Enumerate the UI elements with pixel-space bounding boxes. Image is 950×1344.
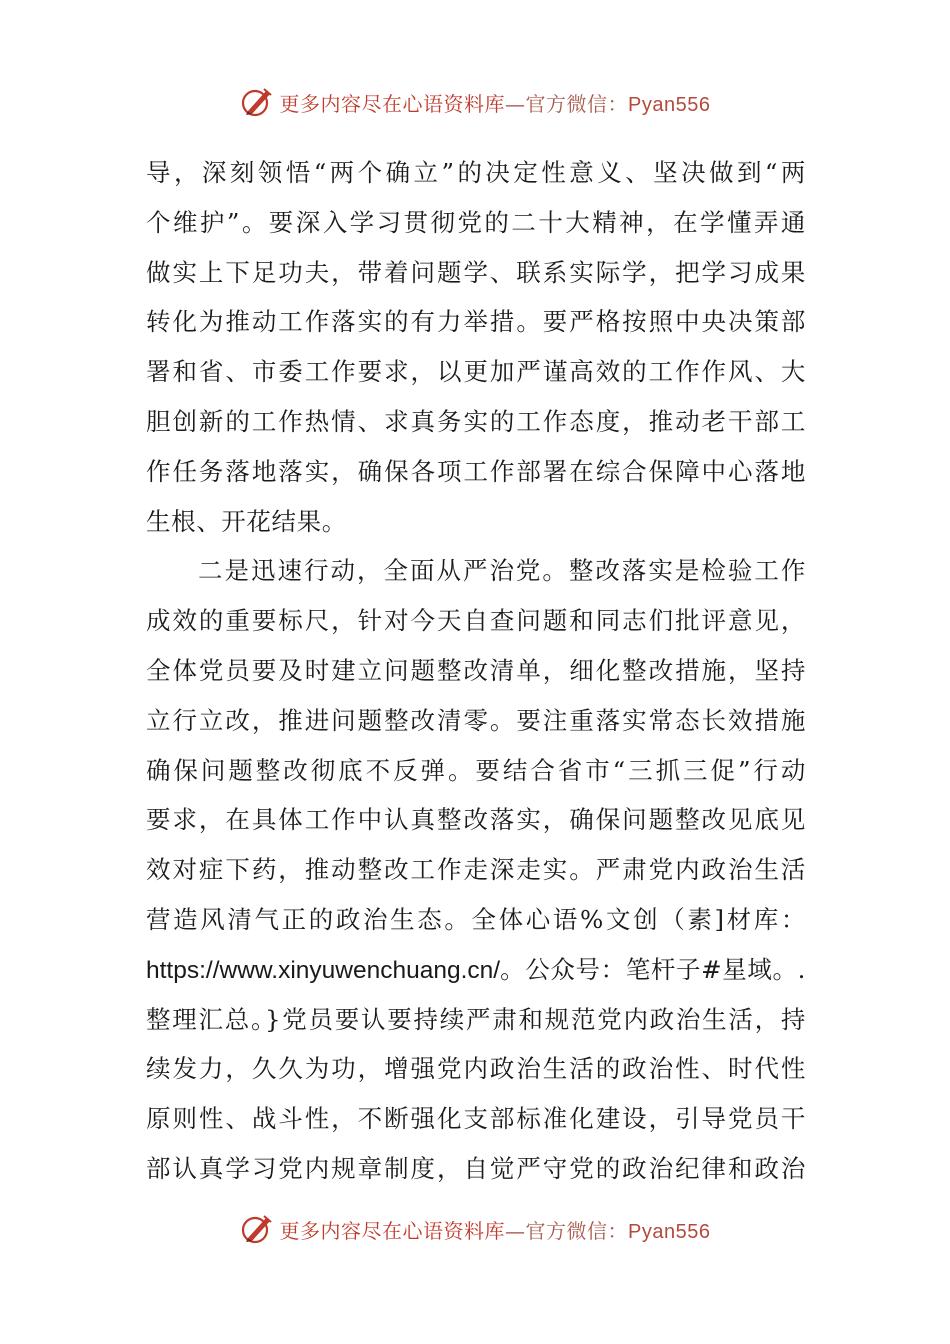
text-line: 胆创新的工作热情、求真务实的工作态度，推动老干部工 [146,406,806,436]
text-line: 效对症下药，推动整改工作走深走实。严肃党内政治生活 [146,855,806,885]
header-banner [0,82,950,122]
header-banner-text [280,88,711,117]
header-banner-main: 更多内容尽在心语资料库 [279,91,506,116]
pen-logo-icon [240,1212,274,1246]
text-line: 整理汇总。}党员要认要持续严肃和规范党内政治生活，持 [146,1004,806,1034]
text-line: 立行立改，推进问题整改清零。要注重落实常态长效措施 [146,705,806,735]
pen-logo-icon [240,85,274,119]
text-line: 要求，在具体工作中认真整改落实，确保问题整改见底见 [146,805,806,835]
text-line: 生根、开花结果。 [146,506,347,536]
text-line: 转化为推动工作落实的有力举措。要严格按照中央决策部 [146,307,806,337]
text-line: 营造风清气正的政治生态。全体心语%文创（素]材库： [146,904,806,934]
url-line [146,945,806,995]
text-line: 署和省、市委工作要求，以更加严谨高效的工作作风、大 [146,357,806,387]
text-line: 部认真学习党内规章制度，自觉严守党的政治纪律和政治 [146,1153,806,1183]
text-line: 作任务落地落实，确保各项工作部署在综合保障中心落地 [146,456,806,486]
document-body [146,148,806,1194]
header-banner-wechat-id: Pyan556 [628,93,711,116]
footer-banner-dash: — [505,1218,526,1243]
url-text: https://www.xinyuwenchuang.cn/ [146,956,501,984]
header-banner-dash: — [505,91,526,116]
text-line: 确保问题整改彻底不反弹。要结合省市“三抓三促”行动 [146,755,806,785]
footer-banner-wechat-id: Pyan556 [628,1220,711,1243]
paragraph-start-line: 二是迅速行动，全面从严治党。整改落实是检验工作 [198,556,806,586]
text-line: 做实上下足功夫，带着问题学、联系实际学，把学习成果 [146,257,806,287]
text-line: 导，深刻领悟“两个确立”的决定性意义、坚决做到“两 [146,158,806,187]
footer-banner [0,1209,950,1249]
url-line-rest: 。公众号：笔杆子#星域。. [500,954,806,984]
text-line: 个维护”。要深入学习贯彻党的二十大精神，在学懂弄通 [146,207,806,237]
text-line: 全体党员要及时建立问题整改清单，细化整改措施，坚持 [146,655,806,685]
header-banner-wechat-label: 官方微信： [525,91,629,116]
text-line: 续发力，久久为功，增强党内政治生活的政治性、时代性 [146,1054,806,1084]
text-line: 成效的重要标尺，针对今天自查问题和同志们批评意见， [146,606,806,636]
footer-banner-main: 更多内容尽在心语资料库 [279,1218,506,1243]
footer-banner-wechat-label: 官方微信： [525,1218,629,1243]
footer-banner-text [280,1215,711,1244]
text-line: 原则性、战斗性，不断强化支部标准化建设，引导党员干 [146,1104,806,1134]
